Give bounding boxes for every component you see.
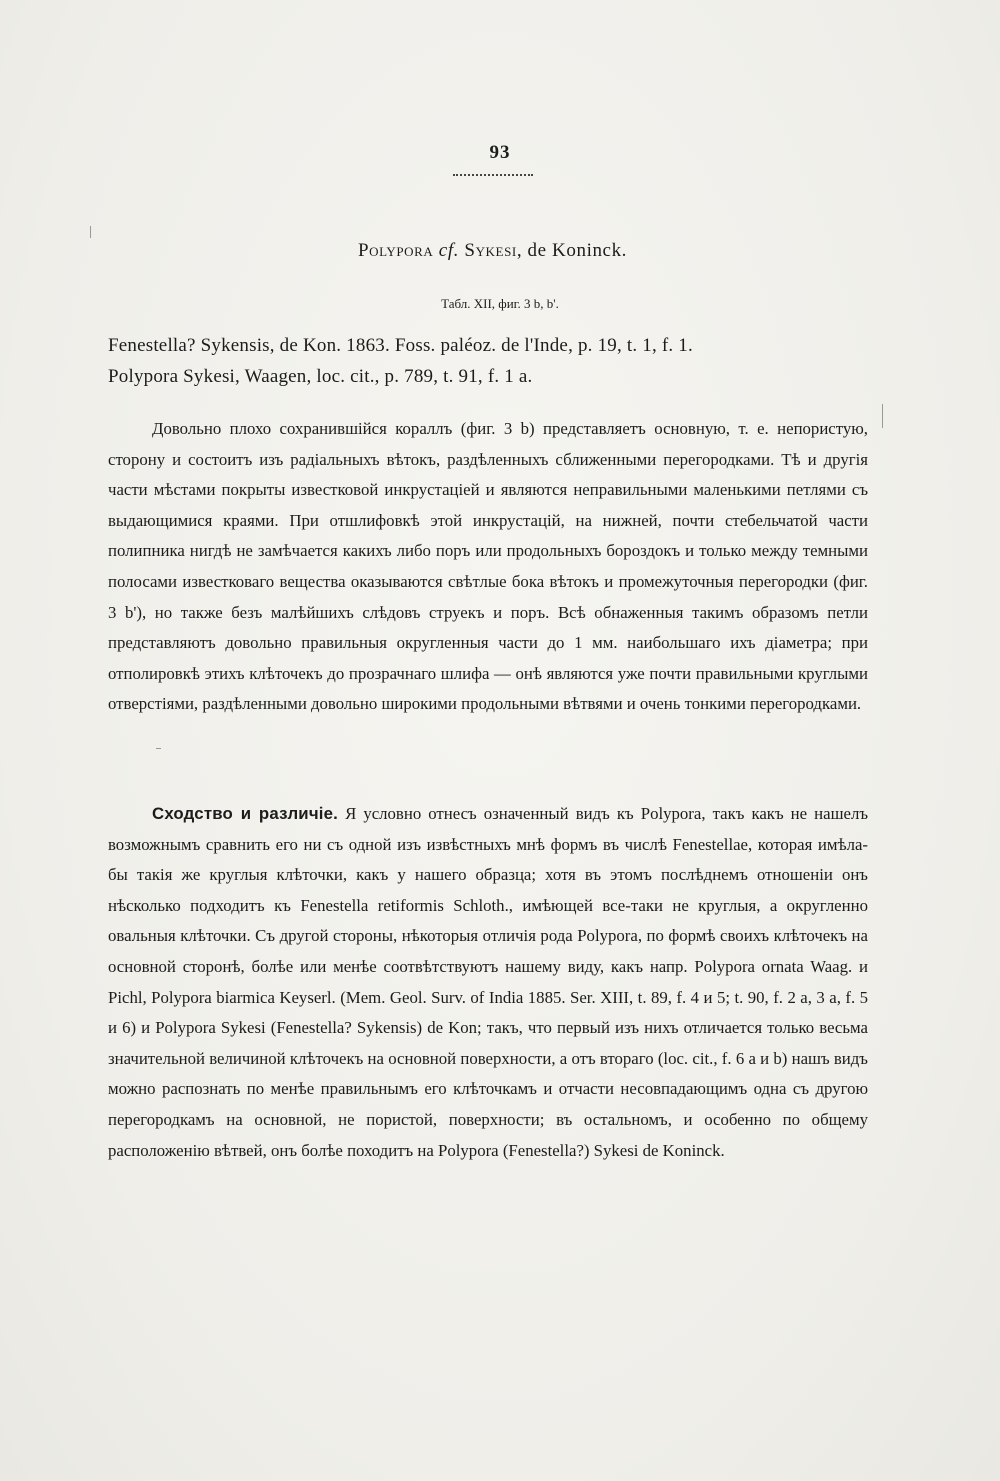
margin-mark bbox=[882, 404, 883, 428]
margin-mark bbox=[90, 226, 91, 238]
margin-mark bbox=[156, 748, 161, 749]
genus-name: Polypora bbox=[357, 240, 434, 261]
description-paragraph: Довольно плохо сохранившійся кораллъ (фиг. 3 b) представляетъ основную, т. е. непористую, сторону и состоитъ изъ радіальныхъ вѣтокъ, раздѣленныхъ сближенными перегородками. Тѣ и другія части мѣстами покрыты известковой инкрустаціей и являются неправильными маленькими петлями съ выдающимися краями. При отшлифовкѣ этой инкрустацій, на нижней, почти стебельчатой части полипника нигдѣ не замѣчается какихъ либо поръ или продольныхъ бороздокъ и только между темными полосами известковаго вещества оказываются свѣтлые бока вѣтокъ и промежуточныя перегородки (фиг. 3 b'), но также безъ малѣйшихъ слѣдовъ струекъ и поръ. Всѣ обнаженныя такимъ образомъ петли представляютъ довольно правильныя округленныя части до 1 мм. наибольшаго ихъ діаметра; при отполировкѣ этихъ клѣточекъ до прозрачнаго шлифа — онѣ являются уже почти правильными круглыми отверстіями, раздѣленными довольно широкими продольными вѣтвями и очень тонкими перегородками. bbox=[108, 419, 868, 714]
species-author: , de Koninck. bbox=[516, 240, 628, 261]
comparison-text: Я условно отнесъ означенный видъ къ Polypora, такъ какъ не нашелъ возможнымъ сравнить его ни съ одной изъ извѣстныхъ мнѣ формъ въ числѣ Fenestellae, которая имѣла-бы такія же круглыя клѣточки, какъ у нашего образца; хотя въ этомъ послѣднемъ отношеніи онъ нѣсколько подходитъ къ Fenestella retiformis Schloth., имѣющей все-таки не круглыя, а округленно овальныя клѣточки. Съ другой стороны, нѣкоторыя отличія рода Polypora, по формѣ своихъ клѣточекъ на основной сторонѣ, болѣе или менѣе соотвѣтствуютъ нашему виду, какъ напр. Polypora ornata Waag. и Pichl, Polypora biarmica Keyserl. (Mem. Geol. Surv. of India 1885. Ser. XIII, t. 89, f. 4 и 5; t. 90, f. 2 a, 3 a, f. 5 и 6) и Polypora Sykesi (Fenestella? Sykensis) de Kon; такъ, что первый изъ нихъ отличается только весьма значительной величиной клѣточекъ на основной поверхности, а отъ втораго (loc. cit., f. 6 a и b) нашъ видъ можно распознать по менѣе правильнымъ его клѣточкамъ и отчасти несовпадающимъ одна съ другою перегородкамъ на основной, не пористой, поверхности; въ остальномъ, и особенно по общему расположенію вѣтвей, онъ болѣе походитъ на Polypora (Fenestella?) Sykesi de Koninck. bbox=[108, 804, 868, 1160]
plate-reference: Табл. XII, фиг. 3 b, b'. bbox=[441, 296, 559, 311]
species-title bbox=[0, 240, 985, 262]
comparison-paragraph bbox=[108, 799, 868, 1166]
species-name: Sykesi bbox=[464, 240, 517, 261]
synonymy-line: Fenestella? Sykensis, de Kon. 1863. Foss. paléoz. de l'Inde, p. 19, t. 1, f. 1. bbox=[108, 335, 693, 356]
comparison-heading: Сходство и различіе. bbox=[152, 804, 339, 823]
cf-abbreviation: cf. bbox=[438, 240, 460, 261]
page-number: 93 bbox=[489, 142, 511, 163]
page-number-ornament bbox=[453, 170, 533, 176]
synonymy-line: Polypora Sykesi, Waagen, loc. cit., p. 789, t. 91, f. 1 a. bbox=[108, 366, 533, 387]
